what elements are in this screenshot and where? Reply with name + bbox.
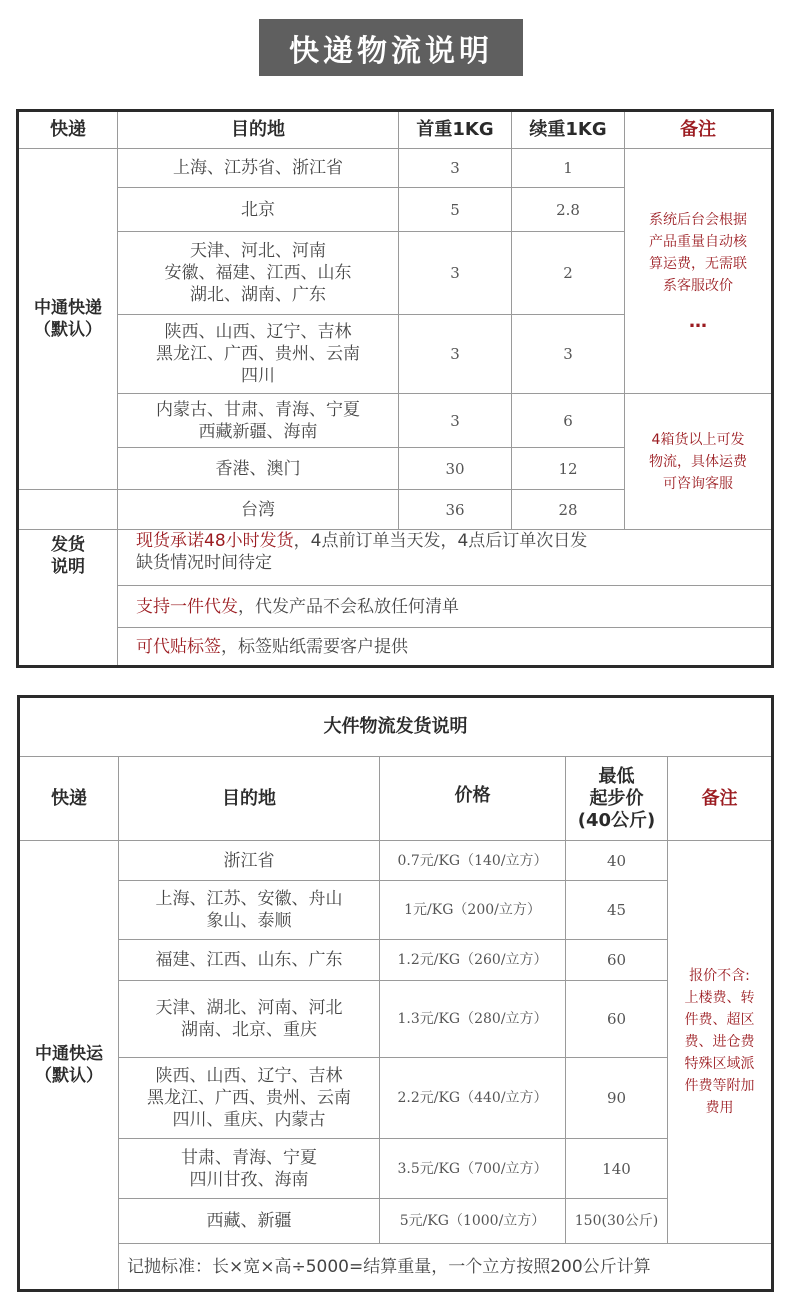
courier-cell-empty	[19, 490, 118, 530]
header-destination: 目的地	[119, 757, 380, 841]
dest-row-1: 上海、江苏省、浙江省	[118, 149, 399, 188]
dest-row-7: 西藏、新疆	[119, 1199, 380, 1244]
header-remarks: 备注	[668, 757, 771, 841]
extra-weight-7: 28	[512, 490, 625, 530]
dest-row-4: 天津、湖北、河南、河北 湖南、北京、重庆	[119, 981, 380, 1058]
first-weight-2: 5	[399, 188, 512, 232]
dest-row-5: 内蒙古、甘肃、青海、宁夏 西藏新疆、海南	[118, 394, 399, 448]
price-4: 1.3元/KG（280/立方）	[380, 981, 566, 1058]
extra-weight-6: 12	[512, 448, 625, 490]
dest-row-3: 福建、江西、山东、广东	[119, 940, 380, 981]
header-courier: 快递	[19, 112, 118, 149]
min-price-6: 140	[566, 1139, 668, 1199]
remark-exclusions: 报价不含: 上楼费、转 件费、超区 费、进仓费 特殊区域派 件费等附加 费用	[668, 841, 771, 1244]
header-first-weight: 首重1KG	[399, 112, 512, 149]
dest-row-2: 北京	[118, 188, 399, 232]
dest-row-6: 甘肃、青海、宁夏 四川甘孜、海南	[119, 1139, 380, 1199]
first-weight-4: 3	[399, 315, 512, 394]
first-weight-1: 3	[399, 149, 512, 188]
first-weight-7: 36	[399, 490, 512, 530]
min-price-5: 90	[566, 1058, 668, 1139]
dest-row-5: 陕西、山西、辽宁、吉林 黑龙江、广西、贵州、云南 四川、重庆、内蒙古	[119, 1058, 380, 1139]
first-weight-5: 3	[399, 394, 512, 448]
dest-row-3: 天津、河北、河南 安徽、福建、江西、山东 湖北、湖南、广东	[118, 232, 399, 315]
first-weight-3: 3	[399, 232, 512, 315]
shipping-label: 发货 说明	[19, 530, 118, 665]
price-2: 1元/KG（200/立方）	[380, 881, 566, 940]
min-price-1: 40	[566, 841, 668, 881]
header-extra-weight: 续重1KG	[512, 112, 625, 149]
price-1: 0.7元/KG（140/立方）	[380, 841, 566, 881]
first-weight-6: 30	[399, 448, 512, 490]
extra-weight-3: 2	[512, 232, 625, 315]
extra-weight-5: 6	[512, 394, 625, 448]
price-5: 2.2元/KG（440/立方）	[380, 1058, 566, 1139]
remark-freight: 4箱货以上可发 物流，具体运费 可咨询客服	[625, 394, 771, 530]
extra-weight-2: 2.8	[512, 188, 625, 232]
extra-weight-4: 3	[512, 315, 625, 394]
dest-row-2: 上海、江苏、安徽、舟山 象山、泰顺	[119, 881, 380, 940]
price-7: 5元/KG（1000/立方）	[380, 1199, 566, 1244]
price-6: 3.5元/KG（700/立方）	[380, 1139, 566, 1199]
courier-cell: 中通快运 （默认）	[20, 841, 119, 1289]
header-remarks: 备注	[625, 112, 771, 149]
min-price-3: 60	[566, 940, 668, 981]
header-destination: 目的地	[118, 112, 399, 149]
min-price-7: 150(30公斤)	[566, 1199, 668, 1244]
page-title: 快递物流说明	[259, 19, 523, 76]
shipping-note-3: 可代贴标签，标签贴纸需要客户提供	[136, 636, 408, 657]
dest-row-7: 台湾	[118, 490, 399, 530]
price-3: 1.2元/KG（260/立方）	[380, 940, 566, 981]
shipping-note-2: 支持一件代发，代发产品不会私放任何清单	[118, 586, 771, 628]
shipping-note-1: 现货承诺48小时发货，4点前订单当天发，4点后订单次日发 缺货情况时间待定	[118, 530, 771, 586]
min-price-2: 45	[566, 881, 668, 940]
shipping-table	[16, 109, 774, 668]
volumetric-weight-note: 记抛标准：长×宽×高÷5000=结算重量，一个立方按照200公斤计算	[127, 1256, 651, 1277]
ellipsis: …	[689, 311, 707, 332]
extra-weight-1: 1	[512, 149, 625, 188]
dest-row-1: 浙江省	[119, 841, 380, 881]
header-min-price: 最低 起步价 (40公斤)	[566, 757, 668, 841]
bulk-logistics-table	[17, 695, 774, 1292]
header-price: 价格	[380, 757, 566, 841]
table2-title: 大件物流发货说明	[20, 698, 771, 757]
courier-cell	[19, 149, 118, 490]
courier-default: （默认）	[34, 320, 102, 340]
header-courier: 快递	[20, 757, 119, 841]
min-price-4: 60	[566, 981, 668, 1058]
dest-row-4: 陕西、山西、辽宁、吉林 黑龙江、广西、贵州、云南 四川	[118, 315, 399, 394]
dest-row-6: 香港、澳门	[118, 448, 399, 490]
courier-name: 中通快递	[34, 298, 102, 318]
remark-auto-price: 系统后台会根据 产品重量自动核 算运费，无需联 系客服改价 …	[625, 149, 771, 394]
